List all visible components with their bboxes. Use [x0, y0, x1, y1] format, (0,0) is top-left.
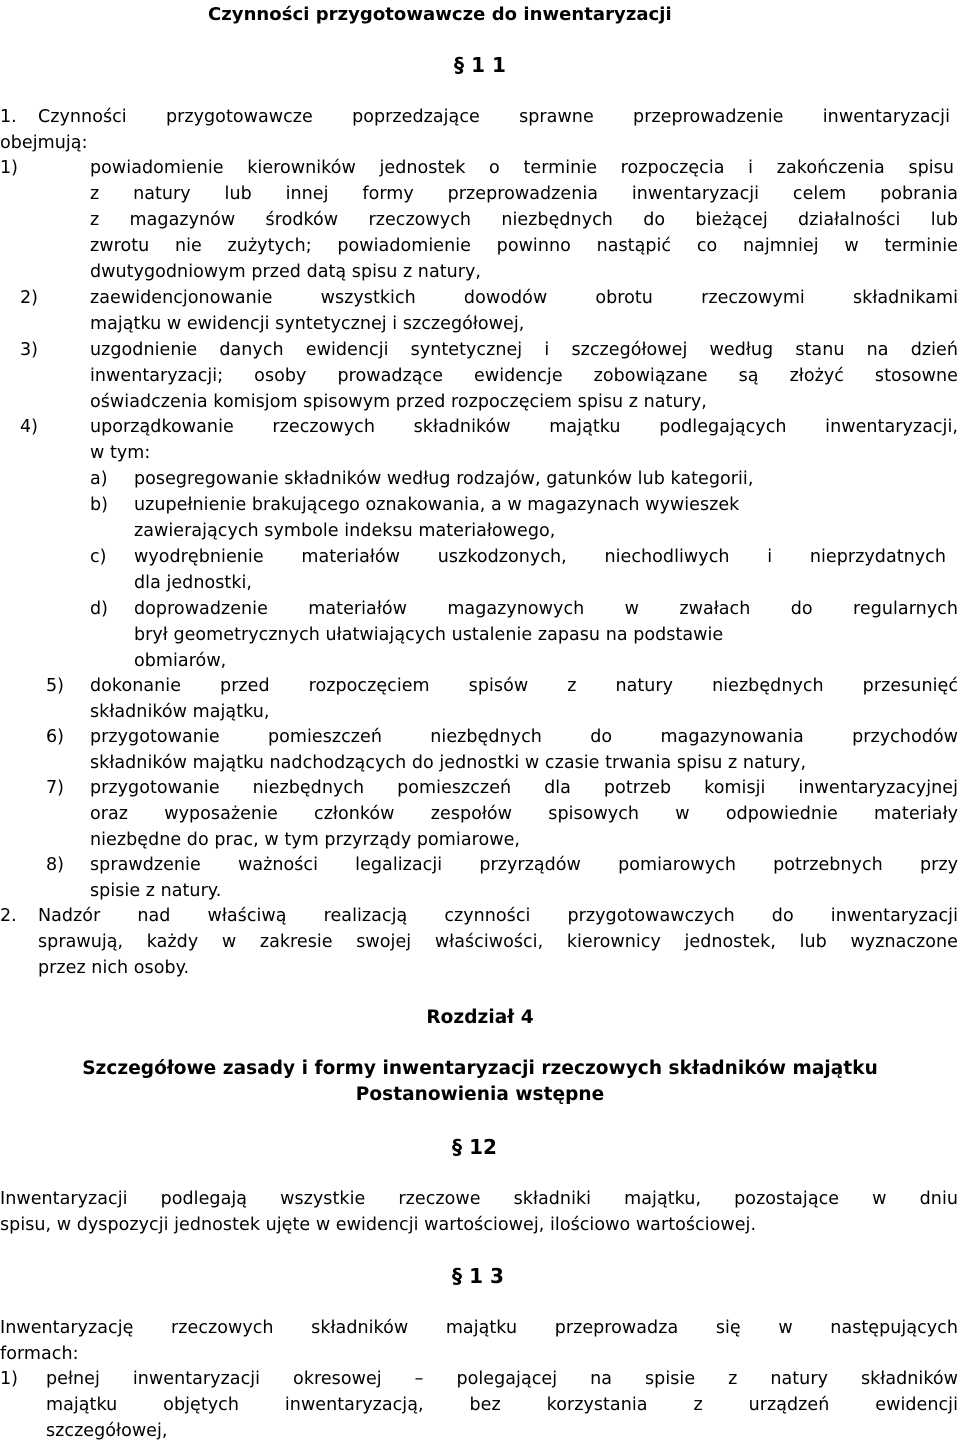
item-line: spisie z natury. — [90, 881, 222, 901]
subitem-line: wyodrębnienie materiałów uszkodzonych, niechodliwych i nieprzydatnych — [134, 547, 946, 567]
item-number: 3) — [20, 340, 39, 360]
section-sign: § — [452, 1264, 463, 1288]
subitem-line: brył geometrycznych ułatwiających ustalenie zapasu na podstawie — [134, 625, 724, 645]
subitem-line: dla jednostki, — [134, 573, 253, 593]
item-line: uporządkowanie rzeczowych składników majątku podlegających inwentaryzacji, — [90, 417, 958, 437]
item-number: 1) — [0, 1369, 19, 1389]
section-sign: § — [452, 1135, 463, 1159]
subitem-line: doprowadzenie materiałów magazynowych w zwałach do regularnych — [134, 599, 958, 619]
section-number: 1 1 — [471, 53, 507, 77]
paragraph-1-line: obejmują: — [0, 133, 88, 153]
paragraph-2-line: przez nich osoby. — [38, 958, 190, 978]
item-line: przygotowanie pomieszczeń niezbędnych do magazynowania przychodów — [90, 727, 958, 747]
subitem-line: obmiarów, — [134, 651, 227, 671]
item-number: 6) — [46, 727, 65, 747]
item-line: składników majątku, — [90, 702, 270, 722]
paragraph-12-line: Inwentaryzacji podlegają wszystkie rzeczowe składniki majątku, pozostające w dniu — [0, 1189, 958, 1209]
subitem-letter: c) — [90, 547, 107, 567]
item-line: sprawdzenie ważności legalizacji przyrządów pomiarowych potrzebnych przy — [90, 855, 958, 875]
item-line: pełnej inwentaryzacji okresowej – polegającej na spisie z natury składników — [46, 1369, 958, 1389]
paragraph-1-number: 1. — [0, 107, 17, 127]
subitem-letter: a) — [90, 469, 108, 489]
item-line: majątku w ewidencji syntetycznej i szczegółowej, — [90, 314, 525, 334]
item-line: z magazynów środków rzeczowych niezbędnych do bieżącej działalności lub — [90, 210, 958, 230]
item-line: powiadomienie kierowników jednostek o terminie rozpoczęcia i zakończenia spisu — [90, 158, 954, 178]
chapter-heading: Rozdział 4 — [426, 1007, 534, 1028]
section-number: 12 — [469, 1135, 498, 1159]
item-number: 2) — [20, 288, 39, 308]
section-11-heading — [454, 52, 506, 78]
item-line: dwutygodniowym przed datą spisu z natury, — [90, 262, 482, 282]
item-number: 4) — [20, 417, 39, 437]
item-line: szczegółowej, — [46, 1421, 168, 1441]
subitem-letter: b) — [90, 495, 109, 515]
paragraph-1-line: Czynności przygotowawcze poprzedzające sprawne przeprowadzenie inwentaryzacji — [38, 107, 950, 127]
subitem-line: posegregowanie składników według rodzajów, gatunków lub kategorii, — [134, 469, 754, 489]
chapter-subtitle: Postanowienia wstępne — [355, 1084, 605, 1105]
section-sign: § — [454, 53, 465, 77]
item-line: uzgodnienie danych ewidencji syntetycznej i szczegółowej według stanu na dzień — [90, 340, 958, 360]
item-line: dokonanie przed rozpoczęciem spisów z natury niezbędnych przesunięć — [90, 676, 958, 696]
section-12-heading — [452, 1134, 497, 1160]
item-line: niezbędne do prac, w tym przyrządy pomiarowe, — [90, 830, 520, 850]
paragraph-2-line: Nadzór nad właściwą realizacją czynności przygotowawczych do inwentaryzacji — [38, 906, 958, 926]
subitem-letter: d) — [90, 599, 109, 619]
item-number: 8) — [46, 855, 65, 875]
item-line: składników majątku nadchodzących do jednostki w czasie trwania spisu z natury, — [90, 753, 807, 773]
item-line: oraz wyposażenie członków zespołów spisowych w odpowiednie materiały — [90, 804, 958, 824]
paragraph-2-line: sprawują, każdy w zakresie swojej właściwości, kierownicy jednostek, lub wyznaczone — [38, 932, 958, 952]
item-line: zwrotu nie zużytych; powiadomienie powinno nastąpić co najmniej w terminie — [90, 236, 958, 256]
item-line: zaewidencjonowanie wszystkich dowodów obrotu rzeczowymi składnikami — [90, 288, 958, 308]
item-number: 5) — [46, 676, 65, 696]
item-line: inwentaryzacji; osoby prowadzące ewidencje zobowiązane są złożyć stosowne — [90, 366, 958, 386]
paragraph-12-line: spisu, w dyspozycji jednostek ujęte w ewidencji wartościowej, ilościowo wartościowej. — [0, 1215, 757, 1235]
paragraph-13-line: formach: — [0, 1344, 79, 1364]
subitem-line: zawierających symbole indeksu materiałowego, — [134, 521, 556, 541]
item-line: przygotowanie niezbędnych pomieszczeń dla potrzeb komisji inwentaryzacyjnej — [90, 778, 958, 798]
item-line: w tym: — [90, 443, 151, 463]
heading-preparatory-activities: Czynności przygotowawcze do inwentaryzacji — [208, 4, 672, 25]
paragraph-13-line: Inwentaryzację rzeczowych składników majątku przeprowadza się w następujących — [0, 1318, 958, 1338]
item-number: 1) — [0, 158, 19, 178]
item-line: oświadczenia komisjom spisowym przed rozpoczęciem spisu z natury, — [90, 392, 707, 412]
section-13-heading — [452, 1263, 504, 1289]
item-number: 7) — [46, 778, 65, 798]
section-number: 1 3 — [469, 1264, 505, 1288]
chapter-title: Szczegółowe zasady i formy inwentaryzacji rzeczowych składników majątku — [82, 1058, 878, 1079]
item-line: z natury lub innej formy przeprowadzenia inwentaryzacji celem pobrania — [90, 184, 958, 204]
paragraph-2-number: 2. — [0, 906, 17, 926]
item-line: majątku objętych inwentaryzacją, bez korzystania z urządzeń ewidencji — [46, 1395, 958, 1415]
subitem-line: uzupełnienie brakującego oznakowania, a w magazynach wywieszek — [134, 495, 740, 515]
